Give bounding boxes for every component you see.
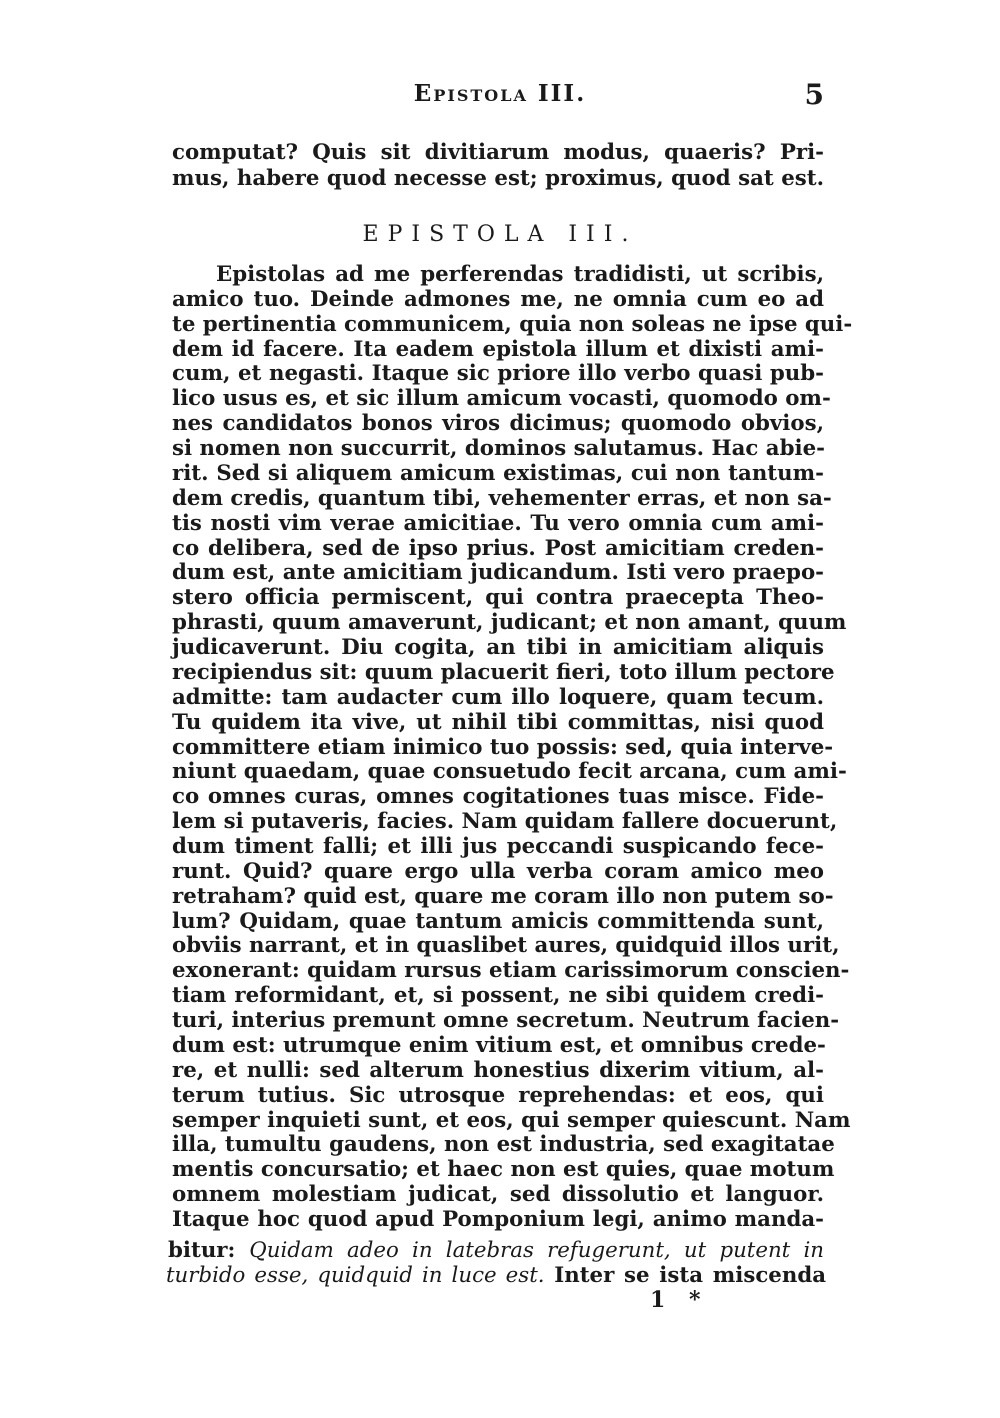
text-line: dum est: utrumque enim vitium est, et omnibus crede- [172, 1032, 826, 1058]
running-head [170, 80, 830, 114]
text-line: rit. Sed si aliquem amicum existimas, cui non tantum- [172, 460, 824, 486]
text-line: cum, et negasti. Itaque sic priore illo verbo quasi pub- [172, 361, 824, 387]
epistle-heading: EPISTOLA III. [362, 222, 638, 247]
text-line: admitte: tam audacter cum illo loquere, quam tecum. [172, 684, 824, 710]
text-line: Tu quidem ita vive, ut nihil tibi committas, nisi quod [172, 709, 824, 735]
text-line: turi, interius premunt omne secretum. Neutrum facien- [172, 1008, 840, 1034]
text-line: tis nosti vim verae amicitiae. Tu vero omnia cum ami- [172, 510, 824, 536]
text-line: stero officia permiscent, qui contra praecepta Theo- [172, 585, 824, 611]
text-line: obviis narrant, et in quaslibet aures, quidquid illos urit, [172, 933, 840, 959]
text-line: mus, habere quod necesse est; proximus, quod sat est. [172, 165, 824, 191]
text-line: dem credis, quantum tibi, vehementer erras, et non sa- [172, 485, 832, 511]
quote-text-end: turbido esse, quidquid in luce est. [166, 1263, 545, 1288]
running-title: Epistola III. [413, 80, 587, 107]
text-line: illa, tumultu gaudens, non est industria, sed exagitatae [172, 1132, 835, 1158]
text-line: nes candidatos bonos viros dicimus; quomodo obvios, [172, 411, 824, 437]
text-line: Epistolas ad me perferendas tradidisti, ut scribis, [216, 262, 824, 287]
quote-text: Quidam adeo in latebras refugerunt, ut putent in [249, 1238, 824, 1263]
text-line: lico usus es, et sic illum amicum vocasti, quomodo om- [172, 386, 831, 412]
text-line: niunt quaedam, quae consuetudo fecit arcana, cum ami- [172, 759, 847, 785]
text-line: runt. Quid? quare ergo ulla verba coram amico meo [172, 858, 824, 884]
page-number: 5 [804, 78, 824, 111]
text-line: judicaverunt. Diu cogita, an tibi in amicitiam aliquis [172, 635, 824, 661]
text-line: te pertinentia communicem, quia non soleas ne ipse qui- [172, 311, 853, 337]
text-line: committere etiam inimico tuo possis: sed, quia interve- [172, 734, 834, 760]
text-line: tiam reformidant, et, si possent, ne sibi quidem credi- [172, 983, 824, 1009]
text-line: omnem molestiam judicat, sed dissolutio et languor. [172, 1182, 824, 1208]
text-line: semper inquieti sunt, et eos, qui semper quiescunt. Nam [172, 1107, 851, 1133]
text-line: mentis concursatio; et haec non est quies, quae motum [172, 1157, 835, 1183]
text-line: co omnes curas, omnes cogitationes tuas misce. Fide- [172, 784, 824, 810]
text-line: phrasti, quum amaverunt, judicant; et non amant, quum [172, 610, 847, 636]
text-line: computat? Quis sit divitiarum modus, quaeris? Pri- [172, 140, 824, 165]
text-line-last [166, 1263, 826, 1288]
text-line: lum? Quidam, quae tantum amicis committenda sunt, [172, 908, 824, 934]
signature-mark: 1 * [650, 1287, 709, 1313]
text-line: dum timent falli; et illi jus peccandi suspicando fece- [172, 834, 824, 859]
text-line: si nomen non succurrit, dominos salutamus. Hac abie- [172, 436, 825, 462]
text-line: exonerant: quidam rursus etiam carissimorum conscien- [172, 958, 850, 984]
quote-lead: bitur: [168, 1238, 236, 1263]
text-line: re, et nulli: sed alterum honestius dixerim vitium, al- [172, 1057, 824, 1083]
text-line: terum tutius. Sic utrosque reprehendas: et eos, qui [172, 1082, 824, 1108]
text-tail: Inter se ista miscenda [554, 1263, 827, 1288]
text-line: amico tuo. Deinde admones me, ne omnia cum eo ad [172, 286, 824, 312]
text-line: lem si putaveris, facies. Nam quidam fallere docuerunt, [172, 809, 838, 835]
text-line: Itaque hoc quod apud Pomponium legi, animo manda- [172, 1207, 824, 1233]
text-line: dum est, ante amicitiam judicandum. Isti vero praepo- [172, 560, 824, 586]
text-line-quote [168, 1238, 824, 1263]
text-line: retraham? quid est, quare me coram illo non putem so- [172, 883, 834, 909]
text-line: co delibera, sed de ipso prius. Post amicitiam creden- [172, 535, 824, 561]
text-line: dem id facere. Ita eadem epistola illum et dixisti ami- [172, 336, 824, 362]
text-line: recipiendus sit: quum placuerit fieri, toto illum pectore [172, 659, 835, 685]
